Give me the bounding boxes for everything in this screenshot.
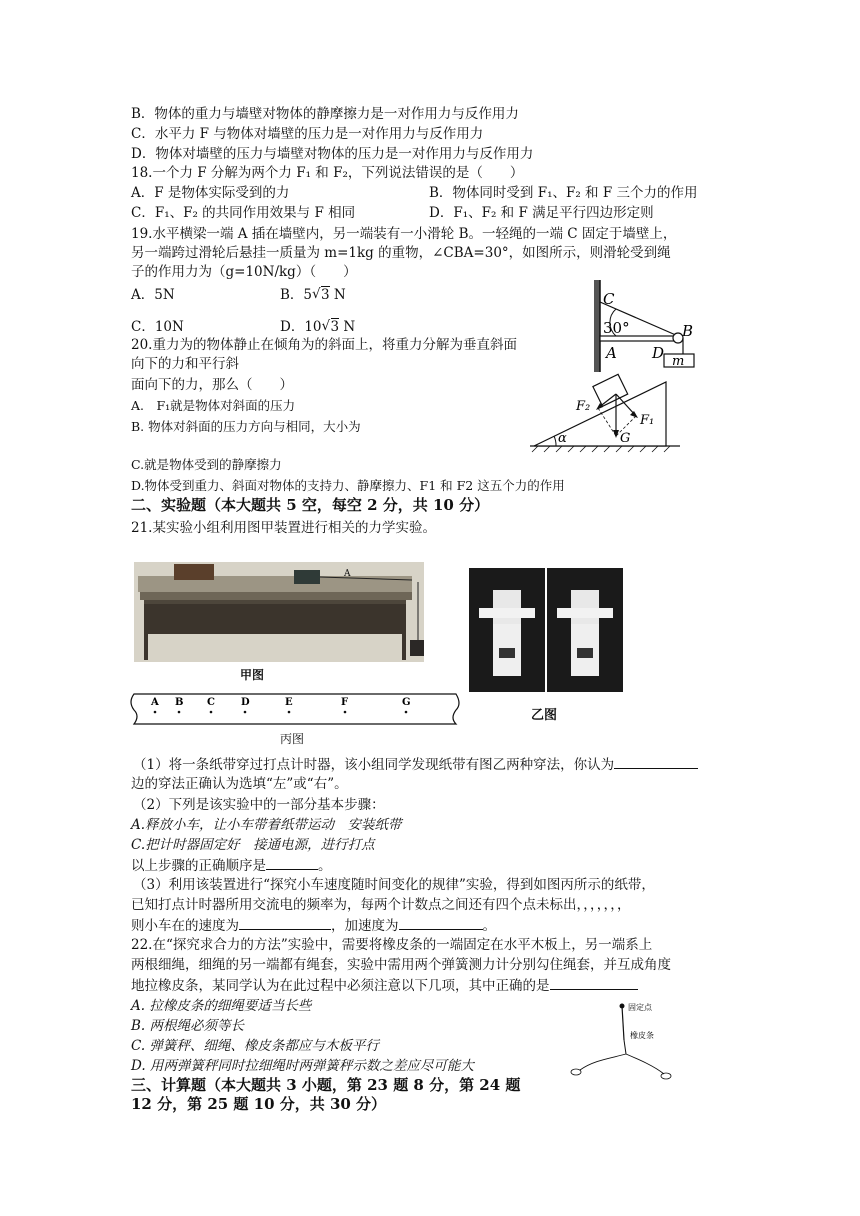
tape-label-d: D [241, 697, 250, 708]
photo-label-a: A [344, 569, 351, 579]
fig-bing-label: 丙图 [280, 732, 305, 746]
q21-part1-line1: （1）将一条纸带穿过打点计时器，该小组同学发现纸带有图乙两种穿法，你认为 [133, 755, 698, 774]
q22-stem-line3: 地拉橡皮条，某同学认为在此过程中必须注意以下几项，其中正确的是 [131, 976, 638, 995]
q20-stem-line3: 面向下的力，那么（ ） [131, 377, 293, 393]
q19-option-d: D．10 √ 3 N [280, 318, 356, 335]
tape-label-e: E [285, 697, 293, 708]
label-g: G [620, 431, 631, 446]
q19-stem-line1: 19.水平横梁一端 A 插在墙壁内，另一端装有一小滑轮 B。一轻绳的一端 C 固定于墙壁上， [131, 226, 677, 242]
label-d: D [652, 344, 665, 362]
q17-option-b: B．物体的重力与墙壁对物体的静摩擦力是一对作用力与反作用力 [131, 106, 519, 122]
tape-label-b: B [175, 697, 184, 708]
q17-option-c: C．水平力 F 与物体对墙壁的压力是一对作用力与反作用力 [131, 126, 484, 142]
q21-part2: （2）下列是该实验中的一部分基本步骤： [133, 797, 385, 813]
answer-blank[interactable] [550, 976, 638, 990]
q20-option-b: B. 物体对斜面的压力方向与相同，大小为 [131, 419, 361, 434]
q19-stem-line3: 子的作用力为（g=10N/kg）（ ） [131, 264, 357, 280]
answer-blank[interactable] [614, 755, 698, 769]
section-3-title-line1: 三、计算题（本大题共 3 小题，第 23 题 8 分，第 24 题 [131, 1076, 521, 1094]
paper-tape-bing [130, 690, 464, 730]
q22-option-d: D. 用两弹簧秤同时拉细绳时两弹簧秤示数之差应尽可能大 [131, 1058, 474, 1074]
fig-jia-label: 甲图 [240, 668, 265, 682]
q22-option-c: C. 弹簧秤、细绳、橡皮条都应与木板平行 [131, 1038, 379, 1054]
q20-incline-figure [530, 372, 680, 454]
q21-part3-line1: （3）利用该装置进行“探究小车速度随时间变化的规律”实验，得到如图丙所示的纸带， [133, 877, 655, 893]
label-b: B [682, 322, 694, 340]
q22-stem-line1: 22.在“探究求合力的方法”实验中，需要将橡皮条的一端固定在水平木板上，另一端系上 [131, 937, 653, 953]
label-fixed-point: 固定点 [628, 1003, 652, 1012]
answer-blank[interactable] [399, 916, 483, 930]
q17-option-d: D．物体对墙壁的压力与墙壁对物体的压力是一对作用力与反作用力 [131, 146, 534, 162]
q21-part1-line2: 边的穿法正确认为选填“左”或“右”。 [131, 776, 348, 792]
q20-option-c: C.就是物体受到的静摩擦力 [131, 457, 282, 472]
q21-step-a: A.释放小车，让小车带着纸带运动 安装纸带 [131, 817, 402, 833]
q19-pulley-figure [586, 280, 696, 372]
q21-order: 以上步骤的正确顺序是 。 [131, 858, 332, 874]
answer-blank[interactable] [239, 916, 331, 930]
wall [594, 280, 600, 372]
q19-option-c: C．10N [131, 319, 184, 335]
q18-stem: 18.一个力 F 分解为两个力 F₁ 和 F₂，下列说法错误的是（ ） [131, 165, 524, 181]
label-f2: F₂ [576, 399, 591, 414]
answer-blank[interactable] [266, 856, 318, 870]
section-2-title: 二、实验题（本大题共 5 空，每空 2 分，共 10 分） [131, 496, 490, 514]
q22-rubber-band-figure [566, 1000, 676, 1080]
q22-stem-line2: 两根细绳，细绳的另一端都有绳套，实验中需用两个弹簧测力计分别勾住绳套，并互成角度 [131, 957, 671, 973]
q19-option-a: A．5N [131, 287, 175, 303]
apparatus-photo-jia [134, 562, 424, 662]
section-3-title-line2: 12 分，第 25 题 10 分，共 30 分） [131, 1095, 387, 1113]
q20-option-a: A. F₁就是物体对斜面的压力 [131, 398, 296, 413]
q20-stem-line1: 20.重力为的物体静止在倾角为的斜面上，将重力分解为垂直斜面 [131, 337, 517, 353]
fig-yi-label: 乙图 [531, 708, 558, 723]
q21-part3-line2: 已知打点计时器所用交流电的频率为，每两个计数点之间还有四个点未标出，，，，，，， [131, 897, 631, 913]
q21-part3-line3: 则小车在的速度为 ，加速度为 。 [131, 918, 496, 934]
q18-option-c: C．F₁、F₂ 的共同作用效果与 F 相同 [131, 205, 356, 221]
q18-option-d: D．F₁、F₂ 和 F 满足平行四边形定则 [429, 205, 654, 221]
label-f1: F₁ [640, 413, 655, 428]
tape-label-g: G [402, 697, 411, 708]
q22-option-a: A. 拉橡皮条的细绳要适当长些 [131, 998, 312, 1014]
label-m: m [672, 354, 685, 369]
q19-stem-line2: 另一端跨过滑轮后悬挂一质量为 m=1kg 的重物，∠CBA=30°，如图所示，则滑轮受到绳 [131, 245, 671, 261]
label-rubber-band: 橡皮条 [630, 1031, 654, 1040]
label-c: C [603, 290, 615, 308]
q21-stem: 21.某实验小组利用图甲装置进行相关的力学实验。 [131, 520, 436, 536]
q20-stem-line2: 向下的力和平行斜 [131, 356, 239, 372]
tape-label-f: F [341, 697, 349, 708]
q20-option-d: D.物体受到重力、斜面对物体的支持力、静摩擦力、F1 和 F2 这五个力的作用 [131, 478, 565, 493]
q22-option-b: B. 两根绳必须等长 [131, 1018, 245, 1034]
tape-label-a: A [151, 697, 159, 708]
apparatus-photo-yi [469, 568, 623, 692]
label-angle: 30° [603, 319, 630, 337]
q21-step-c: C.把计时器固定好 接通电源，进行打点 [131, 837, 375, 853]
tape-label-c: C [207, 697, 215, 708]
q19-option-b: B．5 √ 3 N [280, 286, 346, 303]
q18-option-a: A．F 是物体实际受到的力 [131, 185, 290, 201]
label-a: A [606, 344, 617, 362]
q18-option-b: B．物体同时受到 F₁、F₂ 和 F 三个力的作用 [429, 185, 698, 201]
label-alpha: α [558, 431, 567, 446]
